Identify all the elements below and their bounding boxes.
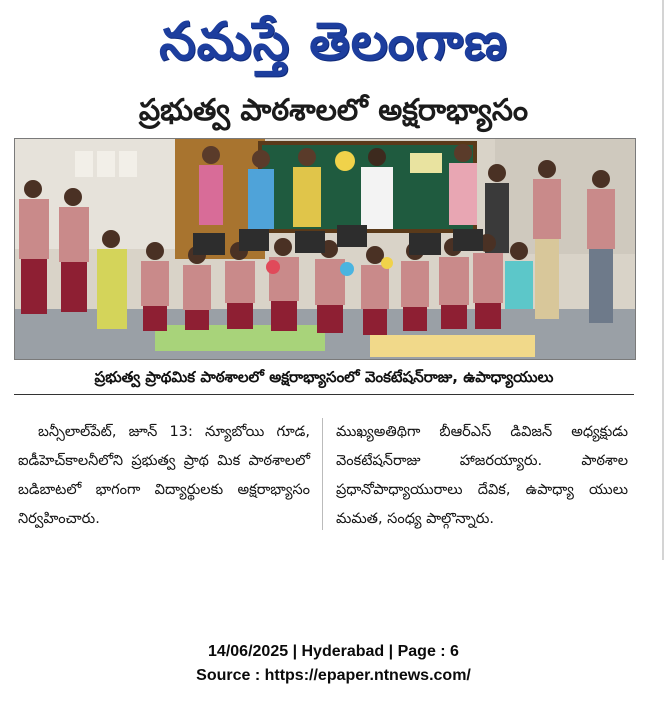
photo-caption: ప్రభుత్వ ప్రాథమిక పాఠశాలలో అక్షరాభ్యాసంలో వెంకటేషన్‌రాజు, ఉపాధ్యాయులు [14, 360, 634, 395]
article-body-left: బన్సీలాల్‌పేట్, జూన్ 13: న్యూబోయి గూడ, ఐడీహెచ్‌కాలనీలోని ప్రభుత్వ ప్రాథ మిక పాఠశాలలో బడిబాటలో భాగంగా విద్యార్థులకు అక్షరాభ్యాసం నిర్వహించారు. [18, 424, 310, 527]
footer-separator: | [388, 643, 394, 660]
article-body-right: ముఖ్యఅతిథిగా బీఆర్‌ఎస్ డివిజన్ అధ్యక్షుడు వెంకటేషన్‌రాజు హాజరయ్యారు. పాఠశాల ప్రధానోపాధ్యాయురాలు దేవిక, ఉపాధ్యా యులు మమత, సంధ్య పాల్గొన్నారు. [336, 424, 628, 527]
footer-edition: Hyderabad [301, 643, 385, 660]
newspaper-masthead: నమస్తే తెలంగాణ [159, 12, 508, 72]
classroom-photo-illustration [15, 139, 635, 359]
footer-separator: | [292, 643, 298, 660]
footer-page: Page : 6 [397, 643, 459, 660]
column-divider [322, 418, 323, 530]
footer-date: 14/06/2025 [208, 643, 289, 660]
footer-meta-line [0, 640, 667, 664]
article-headline: ప్రభుత్వ పాఠశాలలో అక్షరాభ్యాసం [138, 93, 529, 128]
footer-source[interactable]: Source : https://epaper.ntnews.com/ [196, 667, 471, 684]
footer [0, 640, 667, 688]
article-photo [14, 138, 636, 360]
page-edge-line [662, 0, 664, 560]
